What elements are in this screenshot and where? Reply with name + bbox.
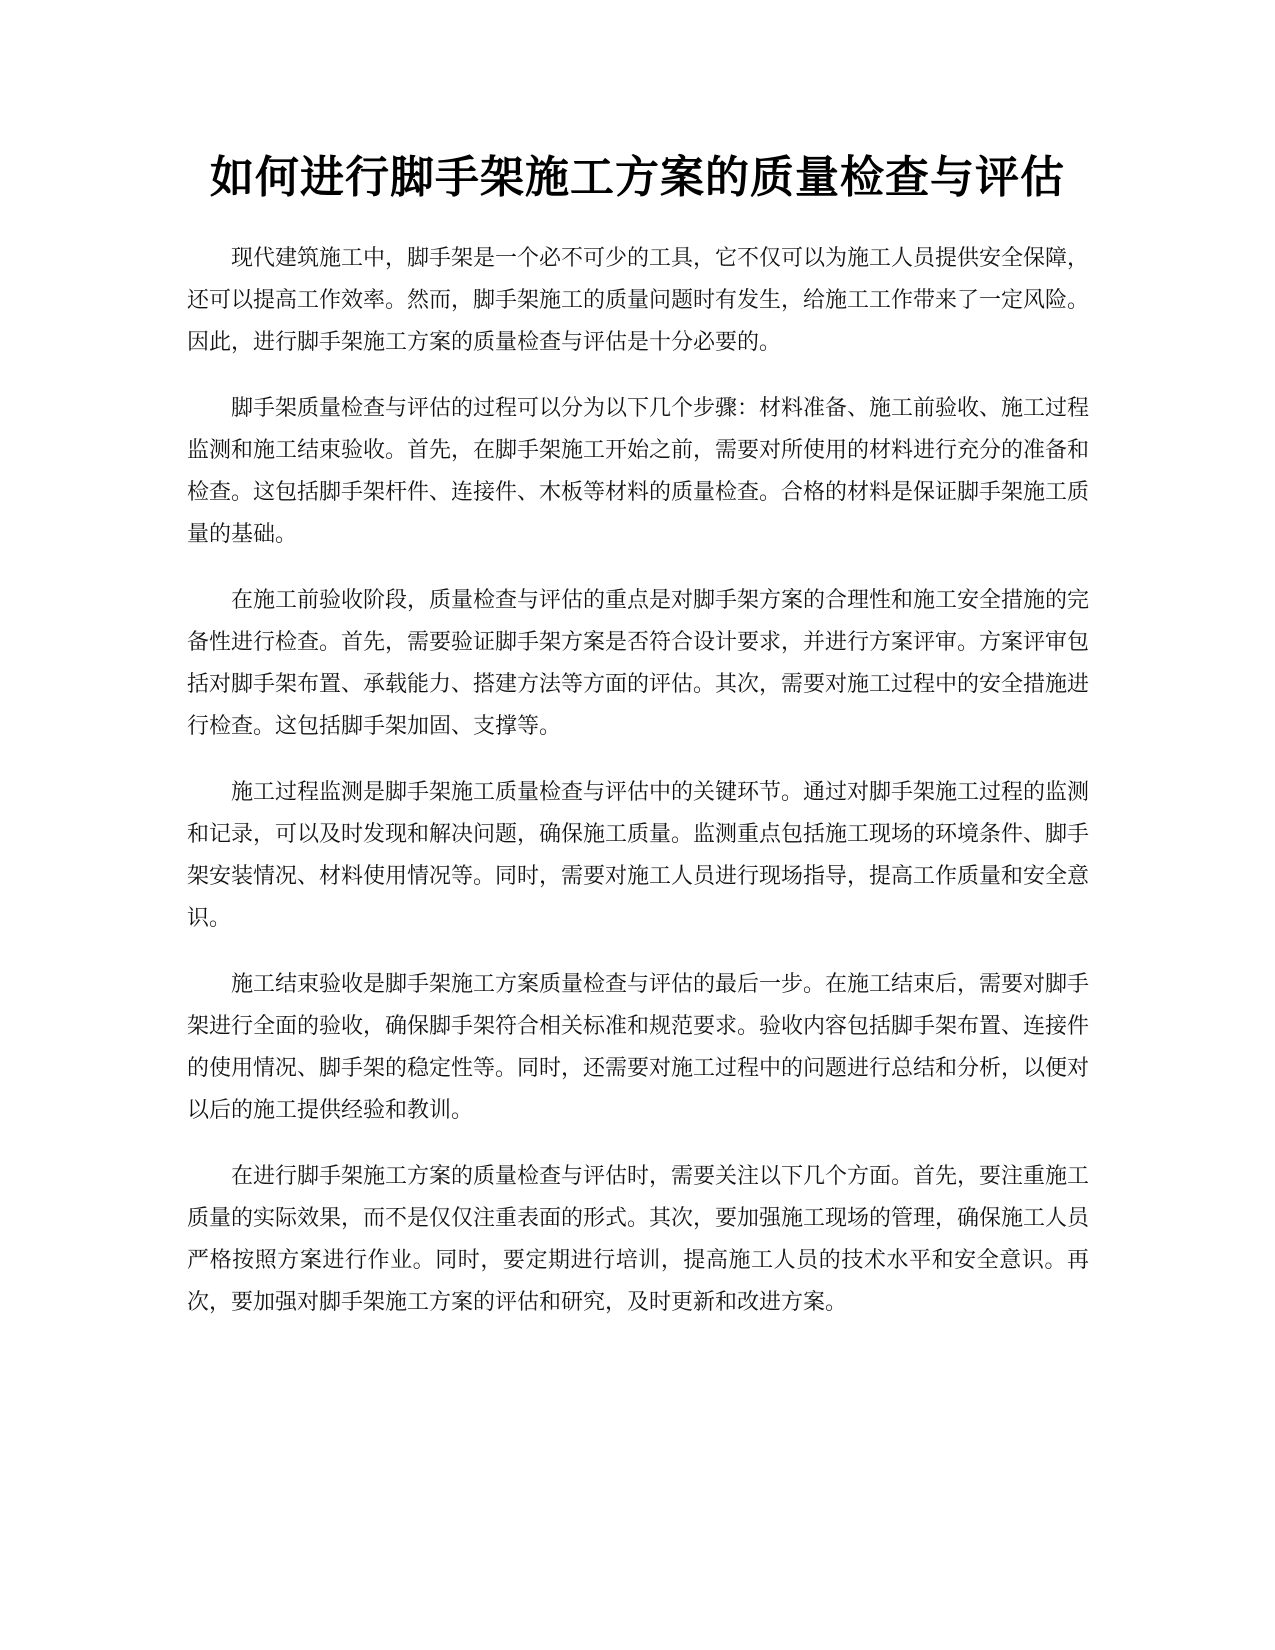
document-body <box>187 238 1089 1348</box>
paragraph-key-considerations: 在进行脚手架施工方案的质量检查与评估时，需要关注以下几个方面。首先，要注重施工质量的实际效果，而不是仅仅注重表面的形式。其次，要加强施工现场的管理，确保施工人员严格按照方案进行作业。同时，要定期进行培训，提高施工人员的技术水平和安全意识。再次，要加强对脚手架施工方案的评估和研究，及时更新和改进方案。 <box>187 1164 1090 1315</box>
paragraph-process-monitoring: 施工过程监测是脚手架施工质量检查与评估中的关键环节。通过对脚手架施工过程的监测和记录，可以及时发现和解决问题，确保施工质量。监测重点包括施工现场的环境条件、脚手架安装情况、材料使用情况等。同时，需要对施工人员进行现场指导，提高工作质量和安全意识。 <box>187 780 1090 931</box>
page-title: 如何进行脚手架施工方案的质量检查与评估 <box>210 152 1065 203</box>
paragraph-final-acceptance: 施工结束验收是脚手架施工方案质量检查与评估的最后一步。在施工结束后，需要对脚手架进行全面的验收，确保脚手架符合相关标准和规范要求。验收内容包括脚手架布置、连接件的使用情况、脚手架的稳定性等。同时，还需要对施工过程中的问题进行总结和分析，以便对以后的施工提供经验和教训。 <box>187 972 1090 1123</box>
paragraph-pre-construction-acceptance: 在施工前验收阶段，质量检查与评估的重点是对脚手架方案的合理性和施工安全措施的完备性进行检查。首先，需要验证脚手架方案是否符合设计要求，并进行方案评审。方案评审包括对脚手架布置、承载能力、搭建方法等方面的评估。其次，需要对施工过程中的安全措施进行检查。这包括脚手架加固、支撑等。 <box>187 588 1090 739</box>
paragraph-intro: 现代建筑施工中，脚手架是一个必不可少的工具，它不仅可以为施工人员提供安全保障，还可以提高工作效率。然而，脚手架施工的质量问题时有发生，给施工工作带来了一定风险。因此，进行脚手架施工方案的质量检查与评估是十分必要的。 <box>187 246 1090 355</box>
paragraph-inspection-steps: 脚手架质量检查与评估的过程可以分为以下几个步骤：材料准备、施工前验收、施工过程监测和施工结束验收。首先，在脚手架施工开始之前，需要对所使用的材料进行充分的准备和检查。这包括脚手架杆件、连接件、木板等材料的质量检查。合格的材料是保证脚手架施工质量的基础。 <box>187 396 1090 547</box>
